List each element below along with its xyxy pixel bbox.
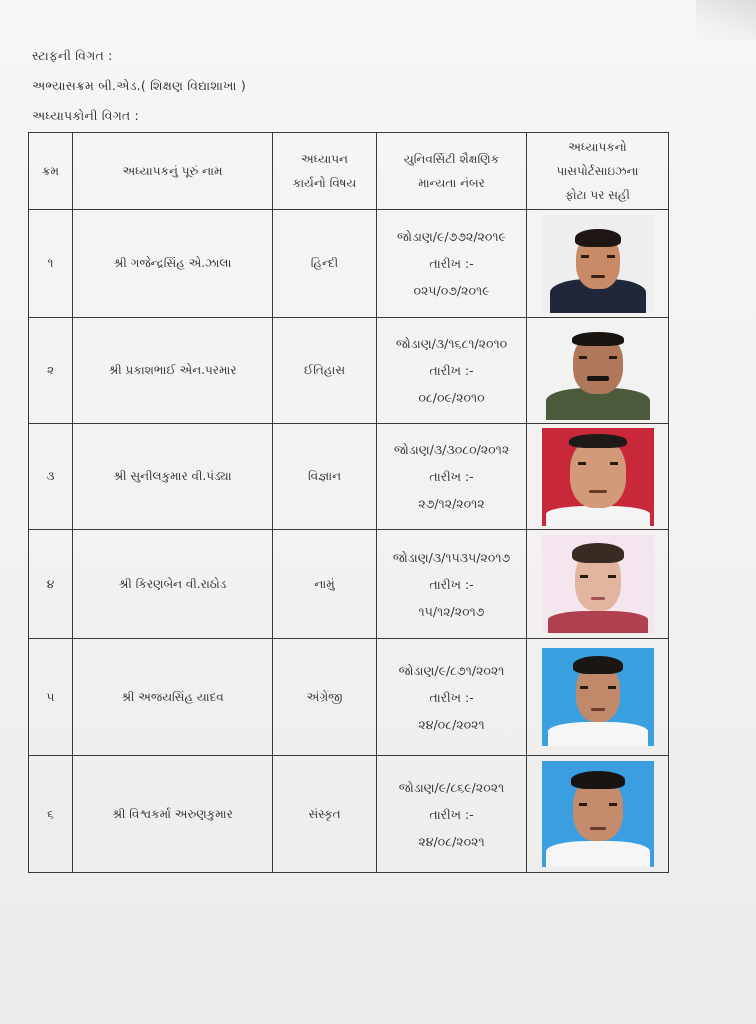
recognition-cell — [377, 639, 527, 756]
table-row — [29, 424, 669, 530]
photo-cell — [527, 639, 669, 756]
date-label: તારીખ :- — [429, 576, 474, 592]
teachers-details-heading: અધ્યાપકોની વિગત : — [32, 108, 139, 123]
table-row — [29, 530, 669, 639]
page-corner — [696, 0, 756, 40]
header-subject-line2: કાર્યનો વિષય — [292, 176, 357, 190]
teacher-photo — [542, 322, 654, 420]
recognition-cell — [377, 318, 527, 424]
recognition-cell — [377, 530, 527, 639]
photo-cell — [527, 530, 669, 639]
teacher-photo — [542, 648, 654, 746]
date-label: તારીખ :- — [429, 469, 474, 484]
name-cell: શ્રી સુનીલકુમાર વી.પંડ્યા — [73, 424, 273, 530]
subject-cell: અંગ્રેજી — [273, 639, 377, 756]
photo-cell — [527, 210, 669, 318]
staff-table — [28, 132, 669, 873]
header-serial: ક્રમ — [29, 133, 73, 210]
recognition-number: જોડાણ/૯/૮૭૧/૨૦૨૧ — [398, 662, 505, 678]
date-label: તારીખ :- — [429, 256, 474, 271]
subject-cell: ઈતિહાસ — [273, 318, 377, 424]
header-recognition-line1: યુનિવર્સિટી શૈક્ષણિક — [403, 152, 500, 166]
recognition-date: ૦૨૫/૦૭/૨૦૧૯ — [413, 283, 490, 298]
recognition-cell — [377, 756, 527, 873]
recognition-cell — [377, 424, 527, 530]
name-cell: શ્રી પ્રકાશભાઈ એન.પરમાર — [73, 318, 273, 424]
recognition-number: જોડાણ/૩/૧૫૩૫/૨૦૧૭ — [392, 549, 511, 565]
recognition-date: ૦૮/૦૯/૨૦૧૦ — [418, 390, 485, 405]
header-photo-line1: અધ્યાપકનો — [568, 140, 627, 154]
name-cell: શ્રી કિરણબેન વી.રાઠોડ — [73, 530, 273, 639]
subject-cell: હિન્દી — [273, 210, 377, 318]
photo-cell — [527, 318, 669, 424]
header-subject — [273, 133, 377, 210]
photo-cell — [527, 756, 669, 873]
header-photo — [527, 133, 669, 210]
header-subject-line1: અધ્યાપન — [301, 152, 348, 166]
header-recognition — [377, 133, 527, 210]
course-heading: અભ્યાસક્રમ બી.એડ.( શિક્ષણ વિદ્યાશાખા ) — [32, 78, 246, 93]
subject-cell: સંસ્કૃત — [273, 756, 377, 873]
recognition-date: ૧૫/૧૨/૨૦૧૭ — [418, 603, 485, 619]
subject-cell: નામું — [273, 530, 377, 639]
name-cell: શ્રી ગજેન્દ્રસિંહ એ.ઝાલા — [73, 210, 273, 318]
recognition-date: ૨૪/૦૮/૨૦૨૧ — [418, 833, 485, 849]
table-row — [29, 639, 669, 756]
name-cell: શ્રી અજયસિંહ યાદવ — [73, 639, 273, 756]
date-label: તારીખ :- — [429, 689, 474, 705]
serial-cell: ૩ — [29, 424, 73, 530]
serial-cell: ૧ — [29, 210, 73, 318]
serial-cell: ૪ — [29, 530, 73, 639]
recognition-number: જોડાણ/૩/૩૦૮૦/૨૦૧૨ — [393, 442, 510, 457]
teacher-photo — [542, 761, 654, 867]
table-header-row — [29, 133, 669, 210]
recognition-number: જોડાણ/૩/૧૬૮૧/૨૦૧૦ — [395, 336, 508, 351]
recognition-date: ૨૪/૦૮/૨૦૨૧ — [418, 716, 485, 732]
recognition-date: ૨૭/૧૨/૨૦૧૨ — [418, 496, 485, 511]
header-recognition-line2: માન્યતા નંબર — [418, 176, 485, 190]
subject-cell: વિજ્ઞાન — [273, 424, 377, 530]
teacher-photo — [542, 215, 654, 313]
table-row — [29, 210, 669, 318]
serial-cell: ૫ — [29, 639, 73, 756]
serial-cell: ૬ — [29, 756, 73, 873]
teacher-photo — [542, 428, 654, 526]
recognition-number: જોડાણ/૯/૮૬૯/૨૦૨૧ — [398, 779, 505, 795]
date-label: તારીખ :- — [429, 806, 474, 822]
header-photo-line3: ફોટા પર સહી — [565, 188, 630, 202]
teacher-photo — [542, 535, 654, 633]
header-photo-line2: પાસપોર્ટસાઇઝના — [556, 164, 639, 178]
table-row — [29, 756, 669, 873]
recognition-number: જોડાણ/૯/૭૭૨/૨૦૧૯ — [397, 229, 506, 244]
date-label: તારીખ :- — [429, 363, 474, 378]
header-name: અધ્યાપકનું પૂરું નામ — [73, 133, 273, 210]
staff-details-heading: સ્ટાફની વિગત : — [32, 48, 113, 63]
name-cell: શ્રી વિશ્વકર્મા અરુણકુમાર — [73, 756, 273, 873]
photo-cell — [527, 424, 669, 530]
serial-cell: ૨ — [29, 318, 73, 424]
table-row — [29, 318, 669, 424]
recognition-cell — [377, 210, 527, 318]
